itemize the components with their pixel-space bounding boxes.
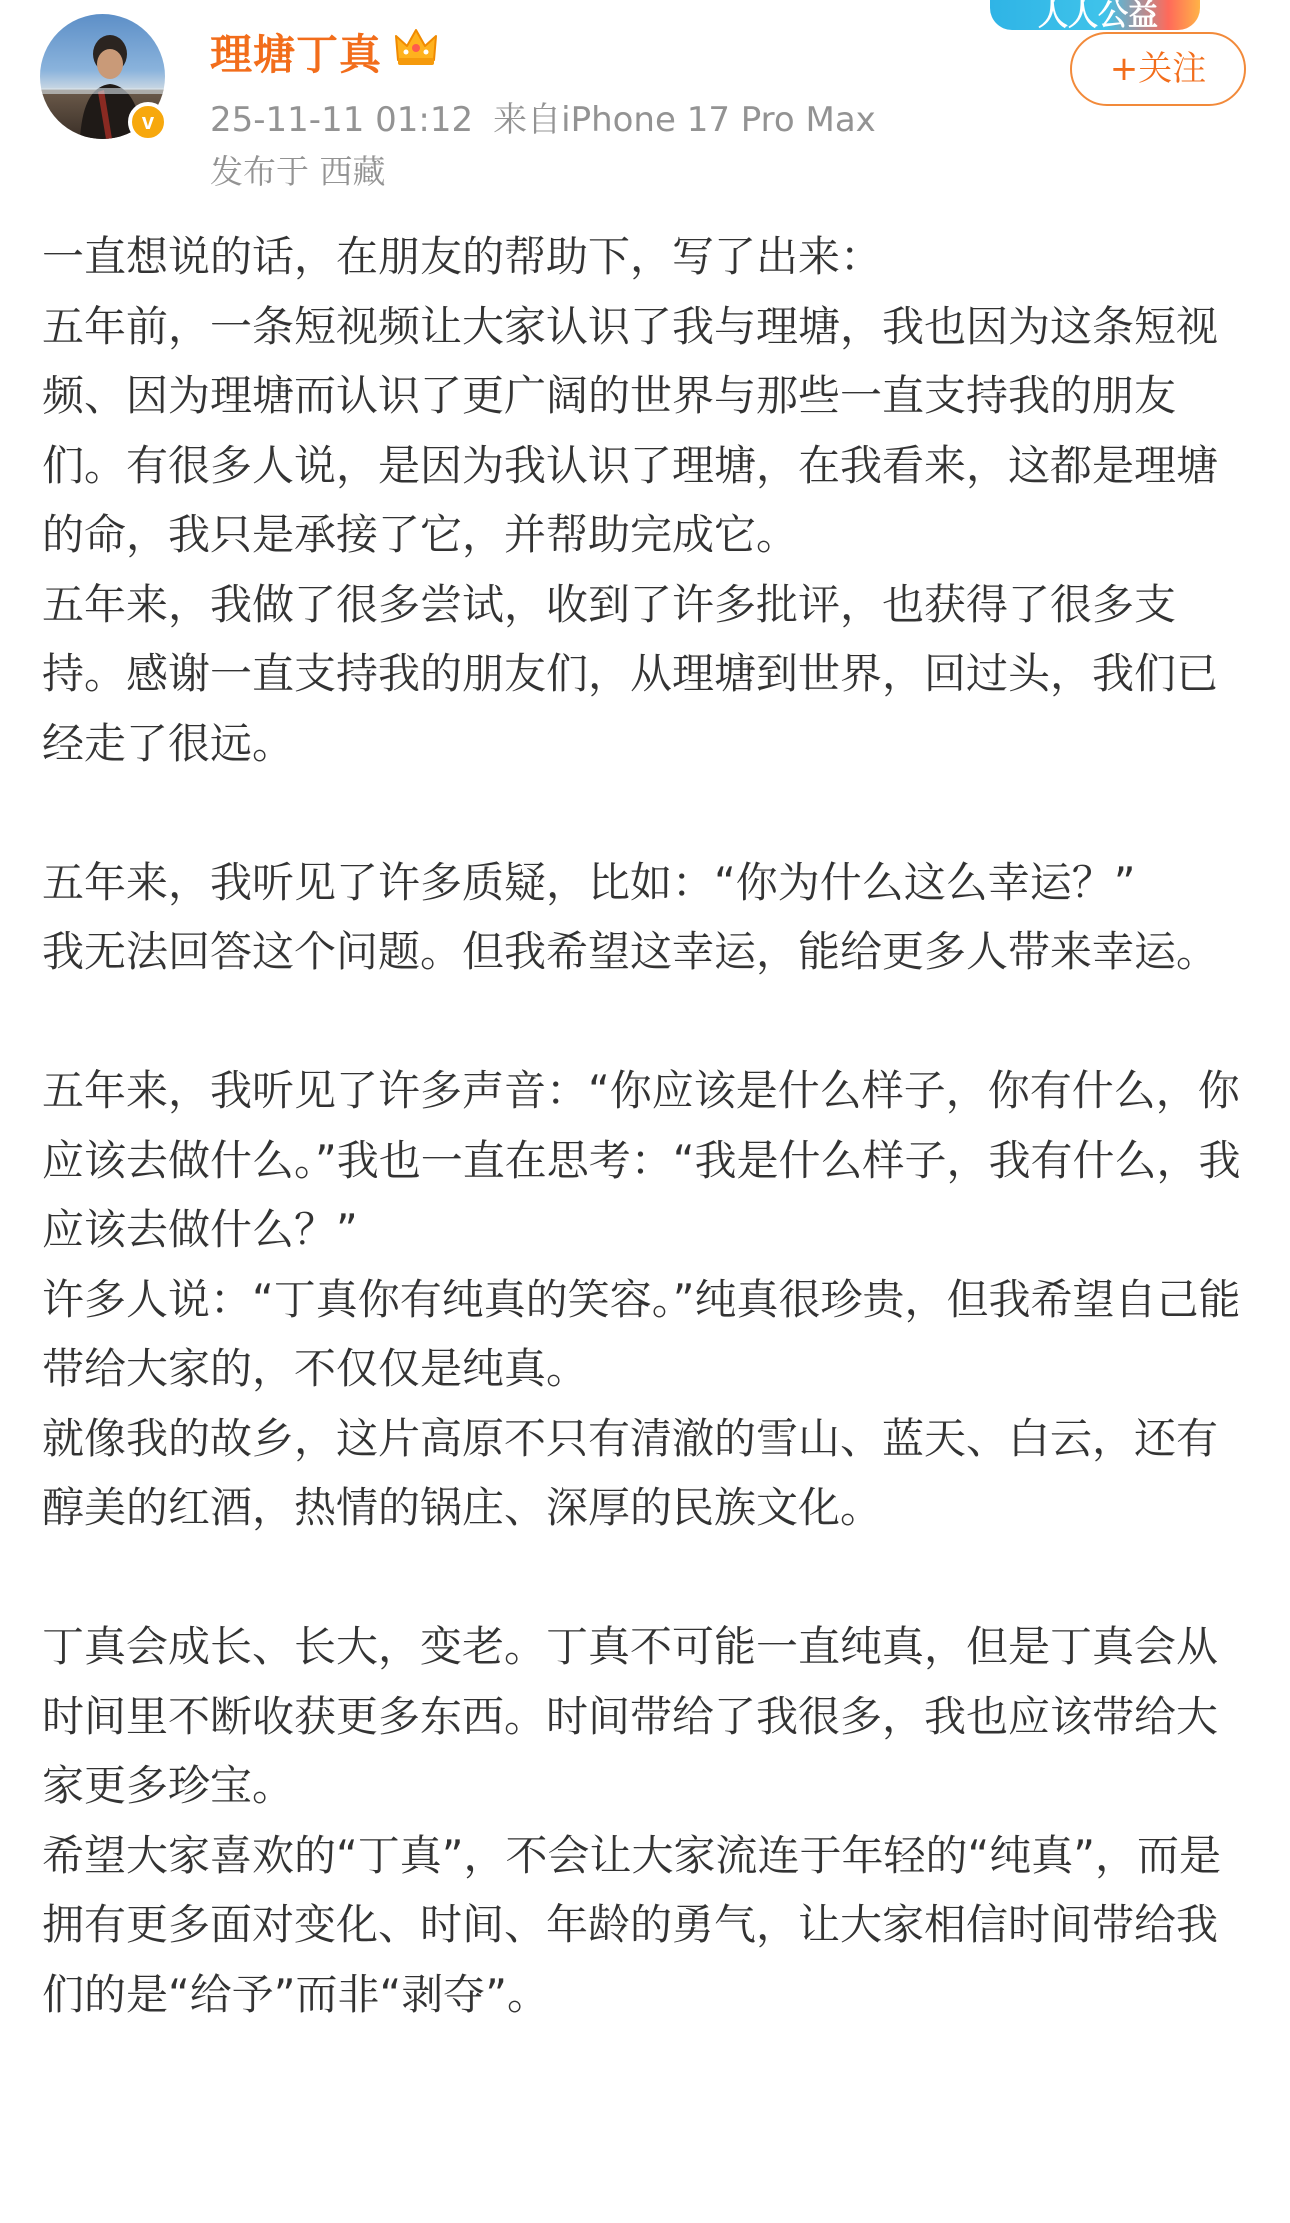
post-paragraph: 我无法回答这个问题。但我希望这幸运，能给更多人带来幸运。 xyxy=(42,927,1219,976)
post-body xyxy=(42,222,1242,2029)
follow-button[interactable]: +关注 xyxy=(1070,32,1246,106)
post-paragraph: 五年来，我听见了许多声音：“你应该是什么样子，你有什么，你应该去做什么。”我也一直在思考：“我是什么样子，我有什么，我应该去做什么？” xyxy=(42,1066,1241,1254)
post-paragraph: 五年来，我听见了许多质疑，比如：“你为什么这么幸运？” xyxy=(42,857,1136,907)
paragraph-spacer xyxy=(42,987,1242,1057)
verified-badge-icon: v xyxy=(128,102,168,142)
charity-badge-label: 人人公益 xyxy=(1038,0,1158,30)
post-paragraph: 五年来，我做了很多尝试，收到了许多批评，也获得了很多支持。感谢一直支持我的朋友们，从理塘到世界，回过头，我们已经走了很远。 xyxy=(42,579,1219,768)
post-paragraph: 丁真会成长、长大，变老。丁真不可能一直纯真，但是丁真会从时间里不断收获更多东西。时间带给了我很多，我也应该带给大家更多珍宝。 xyxy=(42,1622,1219,1810)
post-paragraph: 一直想说的话，在朋友的帮助下，写了出来： xyxy=(42,232,883,281)
post-timestamp: 25-11-11 01:12 xyxy=(210,100,474,140)
post-location: 发布于 西藏 xyxy=(210,152,386,191)
post-source: 来自iPhone 17 Pro Max xyxy=(493,100,876,140)
post-paragraph: 五年前，一条短视频让大家认识了我与理塘，我也因为这条短视频、因为理塘而认识了更广阔的世界与那些一直支持我的朋友们。有很多人说，是因为我认识了理塘，在我看来，这都是理塘的命，我只是承接了它，并帮助完成它。 xyxy=(42,301,1219,559)
post-meta xyxy=(210,92,896,141)
post-paragraph: 希望大家喜欢的“丁真”，不会让大家流连于年轻的“纯真”，而是拥有更多面对变化、时间、年龄的勇气，让大家相信时间带给我们的是“给予”而非“剥夺”。 xyxy=(42,1830,1222,2019)
post-paragraph: 就像我的故乡，这片高原不只有清澈的雪山、蓝天、白云，还有醇美的红酒，热情的锅庄、深厚的民族文化。 xyxy=(42,1413,1219,1532)
crown-icon xyxy=(392,24,440,68)
paragraph-spacer xyxy=(42,1543,1242,1613)
post-header xyxy=(0,0,1290,191)
username[interactable]: 理塘丁真 xyxy=(210,30,383,79)
charity-badge[interactable] xyxy=(990,0,1200,30)
paragraph-spacer xyxy=(42,778,1242,848)
post-paragraph: 许多人说：“丁真你有纯真的笑容。”纯真很珍贵，但我希望自己能带给大家的，不仅仅是纯真。 xyxy=(42,1274,1241,1393)
